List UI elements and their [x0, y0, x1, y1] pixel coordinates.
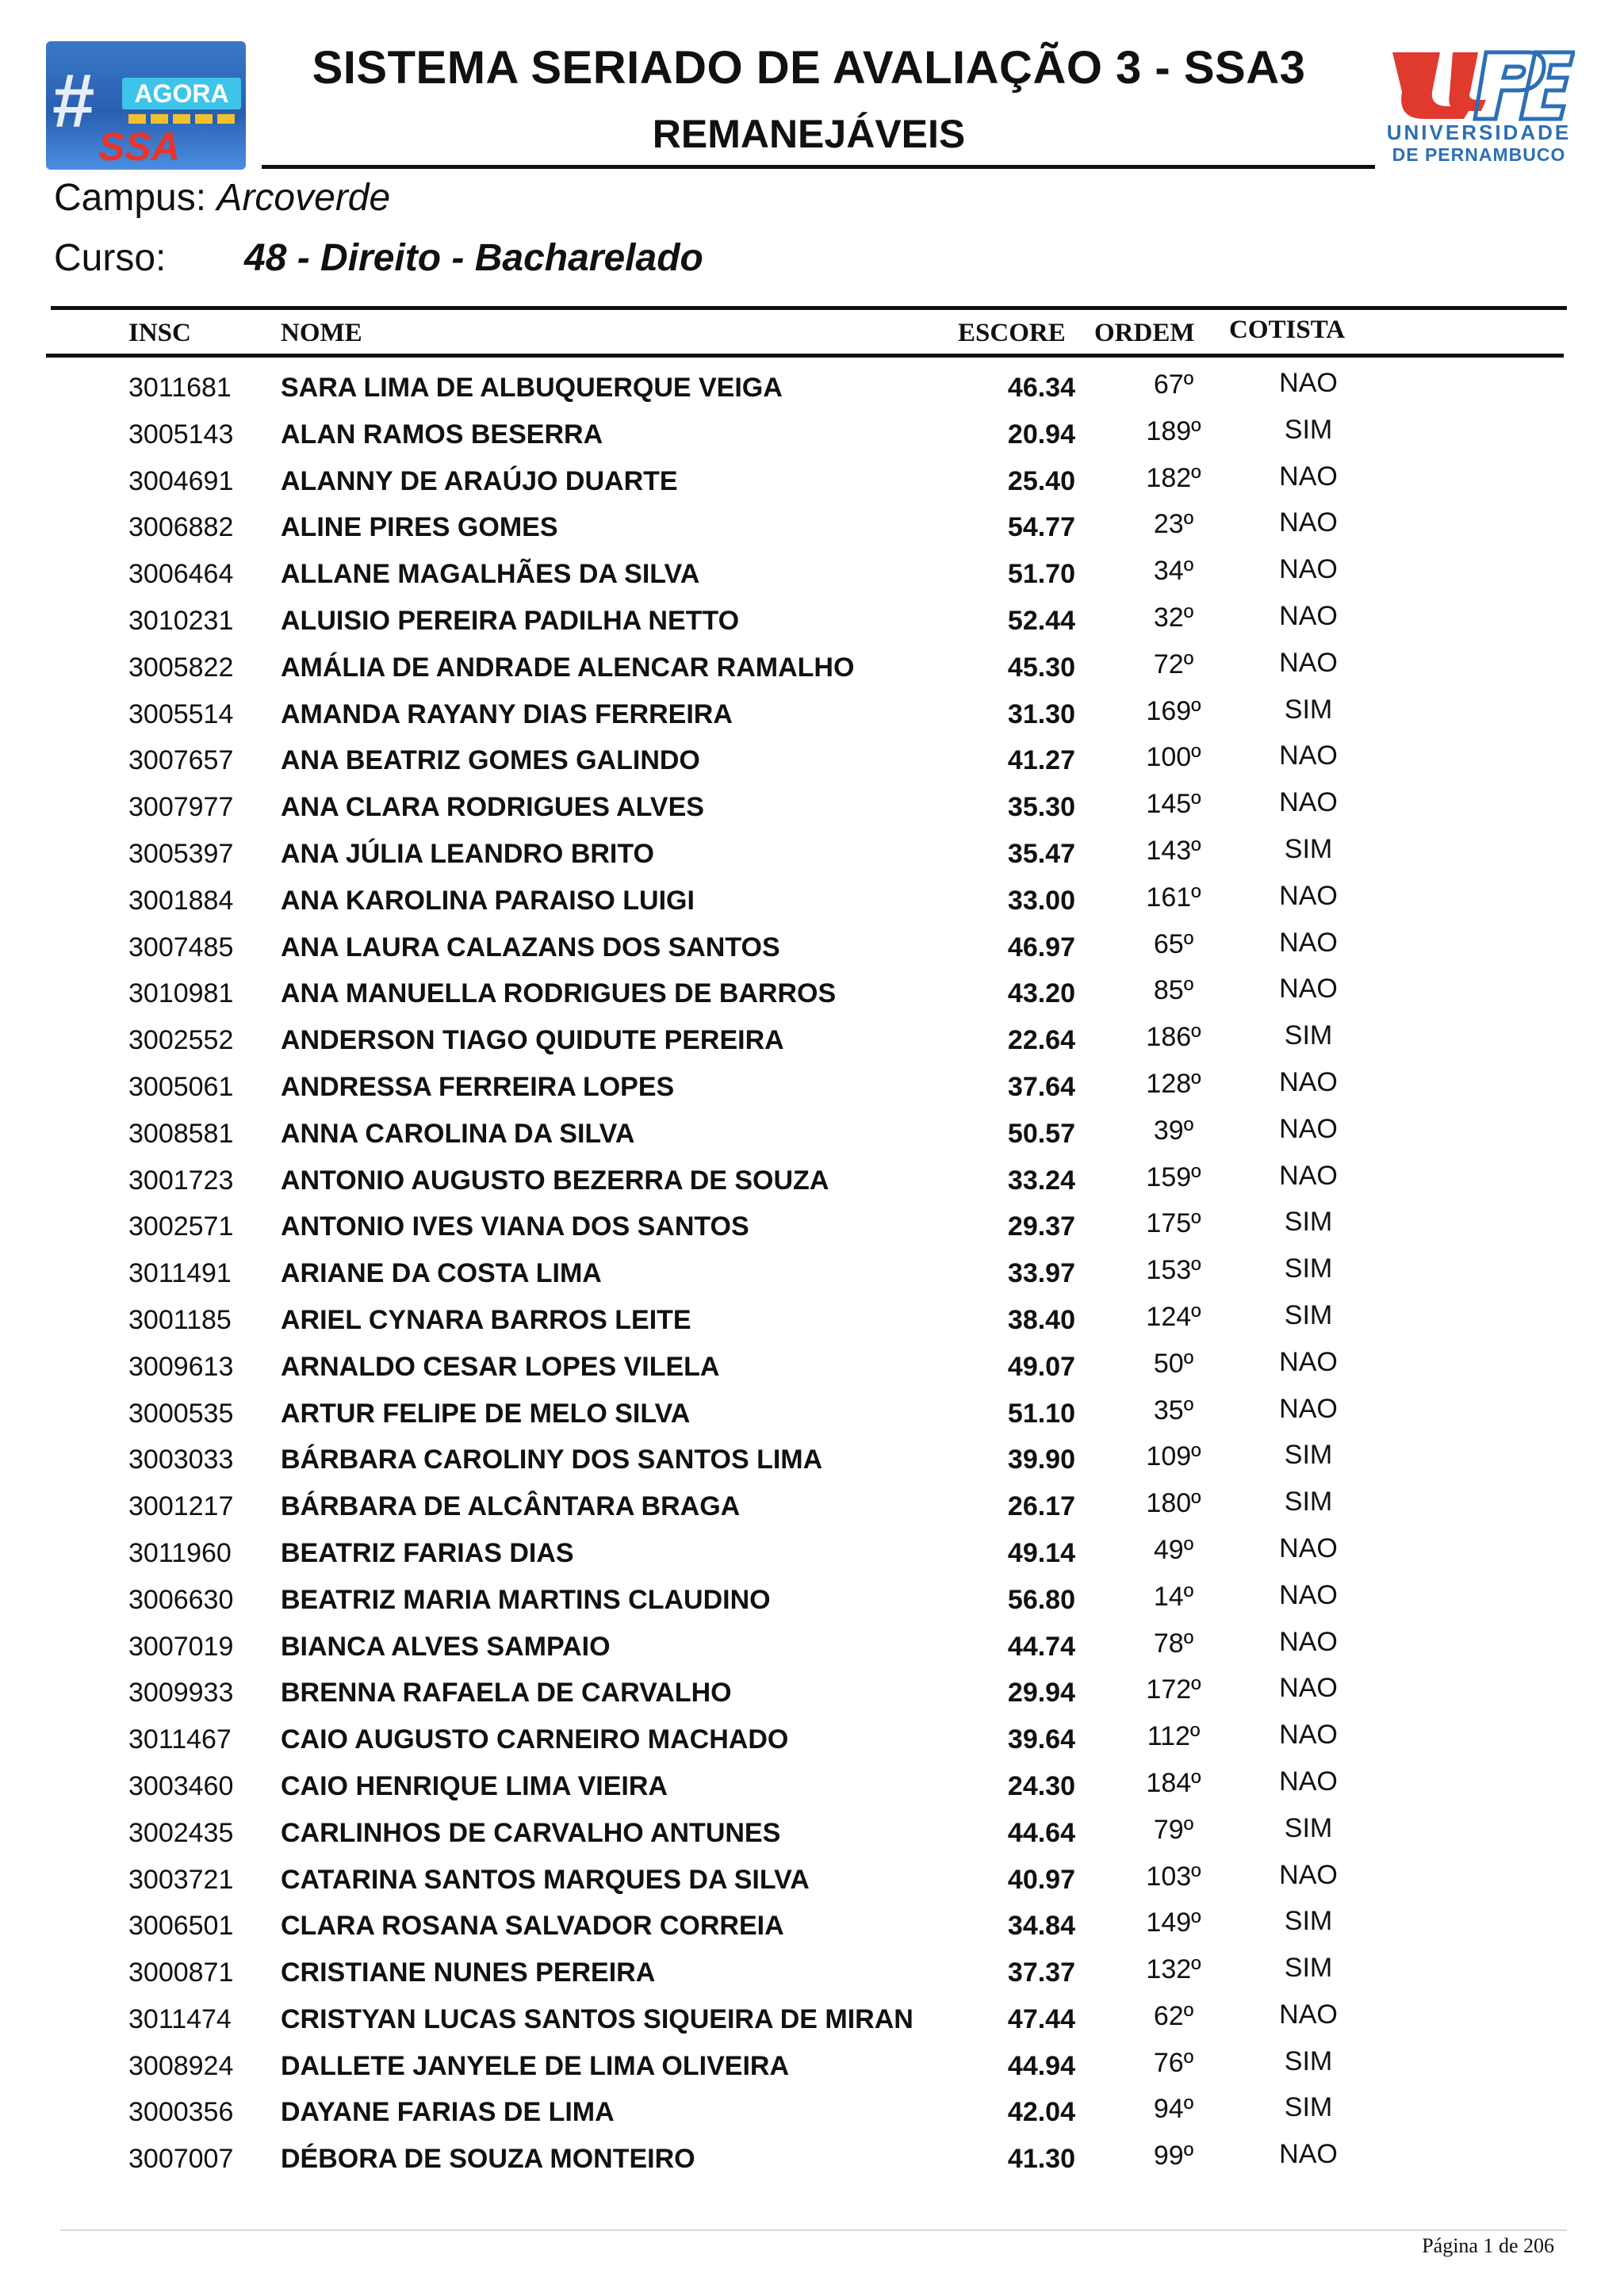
table-row: [0, 1438, 1624, 1485]
cell-escore: 39.90: [1007, 1445, 1075, 1475]
cell-escore: 45.30: [1007, 652, 1075, 683]
logo-dots: [128, 114, 239, 124]
cell-nome: DÉBORA DE SOUZA MONTEIRO: [281, 2144, 695, 2175]
table-row: [0, 599, 1624, 646]
cell-escore: 35.47: [1007, 838, 1075, 869]
logo-ssa: SSA: [98, 124, 180, 169]
cell-ordem: 149º: [1146, 1908, 1201, 1938]
table-row: [0, 1066, 1624, 1112]
cell-escore: 41.30: [1007, 2144, 1075, 2175]
cell-ordem: 153º: [1146, 1255, 1201, 1286]
cell-cotista: SIM: [1284, 2045, 1333, 2076]
cell-escore: 54.77: [1007, 512, 1075, 543]
cell-insc: 3011960: [128, 1537, 232, 1568]
table-row: [0, 739, 1624, 786]
cell-cotista: NAO: [1279, 647, 1338, 678]
cell-ordem: 132º: [1146, 1954, 1201, 1985]
cell-escore: 49.14: [1007, 1537, 1075, 1568]
logo-agora: AGORA: [122, 78, 241, 109]
cell-cotista: SIM: [1284, 1299, 1333, 1330]
cell-nome: ARIANE DA COSTA LIMA: [281, 1258, 602, 1289]
cell-ordem: 50º: [1153, 1348, 1194, 1379]
cell-insc: 3002571: [128, 1211, 234, 1242]
upe-logo: [1380, 41, 1578, 168]
cell-insc: 3006630: [128, 1584, 234, 1615]
cell-ordem: 79º: [1153, 1814, 1194, 1845]
cell-escore: 56.80: [1007, 1584, 1075, 1615]
curso-label: Curso:: [54, 237, 167, 279]
cell-insc: 3006501: [128, 1911, 234, 1942]
footer-divider: [60, 2229, 1567, 2231]
cell-nome: ANNA CAROLINA DA SILVA: [281, 1118, 635, 1149]
table-row: [0, 1112, 1624, 1159]
cell-nome: ARTUR FELIPE DE MELO SILVA: [281, 1398, 691, 1429]
cell-nome: CARLINHOS DE CARVALHO ANTUNES: [281, 1817, 781, 1848]
column-header-cotista: COTISTA: [1229, 316, 1346, 344]
cell-insc: 3005514: [128, 698, 234, 729]
cell-cotista: SIM: [1284, 1953, 1333, 1984]
cell-nome: ANA BEATRIZ GOMES GALINDO: [281, 745, 700, 776]
cell-escore: 37.64: [1007, 1071, 1075, 1102]
cell-ordem: 23º: [1153, 509, 1194, 540]
cell-nome: ALINE PIRES GOMES: [281, 512, 558, 543]
cell-cotista: NAO: [1279, 927, 1338, 958]
cell-insc: 3005822: [128, 652, 234, 683]
cell-nome: ARIEL CYNARA BARROS LEITE: [281, 1304, 691, 1335]
cell-escore: 50.57: [1007, 1118, 1075, 1149]
cell-escore: 35.30: [1007, 792, 1075, 823]
table-row: [0, 413, 1624, 460]
cell-escore: 22.64: [1007, 1025, 1075, 1056]
cell-nome: ANTONIO AUGUSTO BEZERRA DE SOUZA: [281, 1165, 829, 1196]
cell-insc: 3003033: [128, 1445, 234, 1475]
cell-nome: CLARA ROSANA SALVADOR CORREIA: [281, 1911, 784, 1942]
cell-nome: BEATRIZ FARIAS DIAS: [281, 1537, 574, 1568]
table-row: [0, 1299, 1624, 1345]
upe-logo-mark: [1385, 44, 1575, 124]
table-row: [0, 1252, 1624, 1299]
table-row: [0, 1718, 1624, 1765]
cell-ordem: 184º: [1146, 1767, 1201, 1798]
cell-nome: AMANDA RAYANY DIAS FERREIRA: [281, 698, 733, 729]
cell-escore: 33.97: [1007, 1258, 1075, 1289]
cell-escore: 47.44: [1007, 2003, 1075, 2034]
cell-cotista: SIM: [1284, 1906, 1333, 1937]
table-row: [0, 1812, 1624, 1858]
cell-ordem: 128º: [1146, 1068, 1201, 1099]
cell-escore: 41.27: [1007, 745, 1075, 776]
cell-insc: 3005061: [128, 1071, 234, 1102]
cell-ordem: 180º: [1146, 1488, 1201, 1519]
cell-escore: 51.10: [1007, 1398, 1075, 1429]
curso-line: [54, 236, 703, 280]
cell-ordem: 62º: [1153, 2000, 1194, 2031]
cell-ordem: 112º: [1147, 1721, 1201, 1752]
cell-ordem: 189º: [1146, 415, 1201, 446]
cell-cotista: SIM: [1284, 414, 1333, 445]
table-row: [0, 2091, 1624, 2137]
cell-escore: 31.30: [1007, 698, 1075, 729]
table-row: [0, 1159, 1624, 1206]
table-row: [0, 553, 1624, 599]
cell-escore: 20.94: [1007, 419, 1075, 450]
cell-ordem: 32º: [1153, 602, 1194, 633]
cell-nome: AMÁLIA DE ANDRADE ALENCAR RAMALHO: [281, 652, 855, 683]
cell-nome: ANDERSON TIAGO QUIDUTE PEREIRA: [281, 1025, 784, 1056]
cell-escore: 51.70: [1007, 559, 1075, 590]
cell-cotista: NAO: [1279, 1720, 1338, 1751]
cell-insc: 3003721: [128, 1864, 234, 1895]
table-row: [0, 1625, 1624, 1672]
cell-ordem: 172º: [1146, 1674, 1201, 1705]
table-row: [0, 1998, 1624, 2045]
cell-escore: 40.97: [1007, 1864, 1075, 1895]
cell-cotista: SIM: [1284, 1020, 1333, 1051]
cell-ordem: 78º: [1153, 1628, 1194, 1659]
table-row: [0, 786, 1624, 832]
column-header-insc: INSC: [128, 319, 191, 347]
table-row: [0, 926, 1624, 973]
cell-ordem: 85º: [1153, 975, 1194, 1006]
cell-insc: 3005397: [128, 838, 234, 869]
logo-hash: #: [52, 59, 95, 144]
column-header-escore: ESCORE: [958, 319, 1066, 347]
cell-cotista: NAO: [1279, 600, 1338, 631]
cell-insc: 3007485: [128, 932, 234, 962]
cell-cotista: SIM: [1284, 1487, 1333, 1517]
cell-insc: 3006882: [128, 512, 234, 543]
table-row: [0, 1205, 1624, 1252]
cell-cotista: SIM: [1284, 2092, 1333, 2123]
table-row: [0, 1532, 1624, 1578]
cell-insc: 3001884: [128, 885, 234, 916]
cell-escore: 44.64: [1007, 1817, 1075, 1848]
cell-escore: 37.37: [1007, 1957, 1075, 1988]
cell-ordem: 94º: [1153, 2094, 1194, 2125]
cell-ordem: 35º: [1153, 1395, 1194, 1425]
cell-cotista: SIM: [1284, 1440, 1333, 1471]
table-row: [0, 1858, 1624, 1905]
table-row: [0, 1765, 1624, 1812]
cell-cotista: NAO: [1279, 2139, 1338, 2170]
cell-escore: 33.00: [1007, 885, 1075, 916]
table-row: [0, 1392, 1624, 1439]
cell-nome: ANA CLARA RODRIGUES ALVES: [281, 792, 704, 823]
cell-insc: 3001217: [128, 1491, 234, 1522]
cell-insc: 3009613: [128, 1351, 234, 1382]
table-top-rule: [51, 306, 1567, 310]
cell-ordem: 67º: [1153, 369, 1194, 400]
cell-nome: ALAN RAMOS BESERRA: [281, 419, 603, 450]
cell-insc: 3008924: [128, 2050, 234, 2081]
cell-nome: ALLANE MAGALHÃES DA SILVA: [281, 559, 700, 590]
cell-ordem: 100º: [1146, 742, 1201, 773]
table-row: [0, 1671, 1624, 1718]
cell-nome: BÁRBARA CAROLINY DOS SANTOS LIMA: [281, 1445, 823, 1475]
cell-nome: ALANNY DE ARAÚJO DUARTE: [281, 465, 678, 496]
page-number: Página 1 de 206: [1422, 2234, 1554, 2257]
cell-cotista: SIM: [1284, 1253, 1333, 1284]
logo-pernambuco-text: DE PERNAMBUCO: [1392, 144, 1566, 165]
cell-insc: 3010981: [128, 978, 234, 1009]
cell-insc: 3011491: [128, 1258, 232, 1289]
cell-insc: 3000356: [128, 2097, 234, 2128]
table-row: [0, 1904, 1624, 1951]
cell-escore: 24.30: [1007, 1770, 1075, 1801]
cell-cotista: NAO: [1279, 554, 1338, 585]
logo-university-text: UNIVERSIDADE: [1386, 121, 1572, 144]
cell-nome: ARNALDO CESAR LOPES VILELA: [281, 1351, 720, 1382]
cell-cotista: NAO: [1279, 1766, 1338, 1797]
cell-insc: 3008581: [128, 1118, 234, 1149]
cell-ordem: 124º: [1146, 1301, 1201, 1332]
cell-ordem: 76º: [1153, 2047, 1194, 2078]
cell-insc: 3011681: [128, 373, 232, 403]
table-row: [0, 646, 1624, 693]
cell-nome: ANA LAURA CALAZANS DOS SANTOS: [281, 932, 780, 962]
cell-cotista: NAO: [1279, 974, 1338, 1004]
cell-escore: 49.07: [1007, 1351, 1075, 1382]
cell-nome: ALUISIO PEREIRA PADILHA NETTO: [281, 605, 740, 636]
cell-ordem: 186º: [1146, 1022, 1201, 1053]
table-row: [0, 1345, 1624, 1392]
cell-cotista: NAO: [1279, 1626, 1338, 1657]
header-divider: [262, 165, 1375, 169]
table-row: [0, 1485, 1624, 1532]
cell-escore: 39.64: [1007, 1724, 1075, 1755]
cell-cotista: NAO: [1279, 1673, 1338, 1704]
cell-insc: 3001723: [128, 1165, 234, 1196]
cell-nome: ANDRESSA FERREIRA LOPES: [281, 1071, 675, 1102]
table-row: [0, 1578, 1624, 1625]
cell-insc: 3007019: [128, 1631, 234, 1662]
cell-ordem: 143º: [1146, 835, 1201, 866]
cell-cotista: NAO: [1279, 368, 1338, 398]
cell-cotista: NAO: [1279, 1533, 1338, 1563]
cell-insc: 3002552: [128, 1025, 234, 1056]
cell-escore: 34.84: [1007, 1911, 1075, 1942]
cell-escore: 25.40: [1007, 465, 1075, 496]
cell-cotista: SIM: [1284, 1812, 1333, 1843]
table-row: [0, 2045, 1624, 2091]
cell-nome: DAYANE FARIAS DE LIMA: [281, 2097, 615, 2128]
cell-ordem: 49º: [1153, 1534, 1194, 1565]
cell-cotista: NAO: [1279, 1160, 1338, 1191]
column-header-nome: NOME: [281, 319, 362, 347]
cell-cotista: NAO: [1279, 1113, 1338, 1144]
cell-ordem: 169º: [1146, 695, 1201, 726]
cell-nome: CAIO HENRIQUE LIMA VIEIRA: [281, 1770, 668, 1801]
cell-cotista: NAO: [1279, 1393, 1338, 1424]
cell-cotista: NAO: [1279, 1066, 1338, 1097]
cell-ordem: 145º: [1146, 789, 1201, 820]
cell-nome: BÁRBARA DE ALCÂNTARA BRAGA: [281, 1491, 741, 1522]
cell-insc: 3007007: [128, 2144, 234, 2175]
cell-ordem: 34º: [1153, 556, 1194, 587]
cell-escore: 44.74: [1007, 1631, 1075, 1662]
cell-ordem: 72º: [1153, 649, 1194, 679]
cell-insc: 3011474: [128, 2003, 232, 2034]
table-row: [0, 879, 1624, 926]
table-row: [0, 1951, 1624, 1998]
cell-cotista: NAO: [1279, 880, 1338, 911]
table-row: [0, 972, 1624, 1019]
cell-insc: 3007977: [128, 792, 234, 823]
cell-nome: BEATRIZ MARIA MARTINS CLAUDINO: [281, 1584, 771, 1615]
cell-ordem: 103º: [1146, 1861, 1201, 1892]
campus-value: Arcoverde: [216, 177, 391, 219]
cell-nome: SARA LIMA DE ALBUQUERQUE VEIGA: [281, 373, 783, 403]
table-row: [0, 460, 1624, 507]
cell-cotista: NAO: [1279, 740, 1338, 771]
table-row: [0, 366, 1624, 413]
cell-ordem: 14º: [1153, 1581, 1194, 1612]
cell-insc: 3009933: [128, 1678, 234, 1709]
table-row: [0, 2137, 1624, 2184]
cell-insc: 3003460: [128, 1770, 234, 1801]
cell-escore: 33.24: [1007, 1165, 1075, 1196]
cell-cotista: NAO: [1279, 1579, 1338, 1610]
cell-cotista: SIM: [1284, 694, 1333, 725]
column-header-ordem: ORDEM: [1094, 319, 1195, 347]
cell-ordem: 161º: [1146, 882, 1201, 913]
page-title: SISTEMA SERIADO DE AVALIAÇÃO 3 - SSA3: [312, 42, 1306, 94]
cell-escore: 46.97: [1007, 932, 1075, 962]
cell-nome: CRISTYAN LUCAS SANTOS SIQUEIRA DE MIRAN: [281, 2003, 914, 2034]
cell-insc: 3011467: [128, 1724, 232, 1755]
cell-insc: 3010231: [128, 605, 234, 636]
cell-insc: 3001185: [128, 1304, 232, 1335]
cell-nome: CAIO AUGUSTO CARNEIRO MACHADO: [281, 1724, 789, 1755]
cell-cotista: NAO: [1279, 1999, 1338, 2030]
curso-value: 48 - Direito - Bacharelado: [244, 237, 703, 279]
cell-cotista: NAO: [1279, 461, 1338, 492]
cell-escore: 42.04: [1007, 2097, 1075, 2128]
cell-escore: 43.20: [1007, 978, 1075, 1009]
cell-insc: 3004691: [128, 465, 234, 496]
cell-escore: 46.34: [1007, 373, 1075, 403]
cell-cotista: NAO: [1279, 507, 1338, 538]
cell-insc: 3007657: [128, 745, 234, 776]
table-row: [0, 832, 1624, 879]
results-table: [0, 366, 1624, 2184]
cell-escore: 29.37: [1007, 1211, 1075, 1242]
cell-nome: ANA JÚLIA LEANDRO BRITO: [281, 838, 654, 869]
campus-label: Campus:: [54, 177, 207, 219]
cell-ordem: 39º: [1153, 1115, 1194, 1146]
cell-insc: 3000871: [128, 1957, 234, 1988]
cell-nome: BRENNA RAFAELA DE CARVALHO: [281, 1678, 732, 1709]
cell-ordem: 159º: [1146, 1161, 1201, 1192]
cell-ordem: 109º: [1146, 1441, 1201, 1472]
cell-cotista: NAO: [1279, 787, 1338, 818]
cell-nome: CRISTIANE NUNES PEREIRA: [281, 1957, 656, 1988]
page-subtitle: REMANEJÁVEIS: [652, 112, 966, 156]
cell-insc: 3005143: [128, 419, 234, 450]
table-row: [0, 693, 1624, 740]
cell-nome: ANTONIO IVES VIANA DOS SANTOS: [281, 1211, 749, 1242]
table-header-rule: [46, 354, 1564, 358]
cell-escore: 26.17: [1007, 1491, 1075, 1522]
campus-line: [54, 176, 390, 220]
cell-escore: 44.94: [1007, 2050, 1075, 2081]
cell-escore: 52.44: [1007, 605, 1075, 636]
cell-nome: ANA KAROLINA PARAISO LUIGI: [281, 885, 695, 916]
cell-nome: CATARINA SANTOS MARQUES DA SILVA: [281, 1864, 810, 1895]
cell-cotista: NAO: [1279, 1859, 1338, 1890]
cell-insc: 3002435: [128, 1817, 234, 1848]
table-row: [0, 1019, 1624, 1066]
cell-escore: 29.94: [1007, 1678, 1075, 1709]
cell-nome: ANA MANUELLA RODRIGUES DE BARROS: [281, 978, 837, 1009]
cell-insc: 3006464: [128, 559, 234, 590]
cell-ordem: 99º: [1153, 2141, 1194, 2172]
cell-ordem: 182º: [1146, 462, 1201, 493]
cell-cotista: SIM: [1284, 1207, 1333, 1238]
cell-escore: 38.40: [1007, 1304, 1075, 1335]
cell-ordem: 175º: [1146, 1208, 1201, 1239]
cell-insc: 3000535: [128, 1398, 234, 1429]
cell-nome: DALLETE JANYELE DE LIMA OLIVEIRA: [281, 2050, 790, 2081]
cell-ordem: 65º: [1153, 928, 1194, 959]
cell-cotista: SIM: [1284, 833, 1333, 864]
table-row: [0, 506, 1624, 553]
ssa-logo: [46, 41, 246, 170]
cell-nome: BIANCA ALVES SAMPAIO: [281, 1631, 611, 1662]
cell-cotista: NAO: [1279, 1346, 1338, 1377]
